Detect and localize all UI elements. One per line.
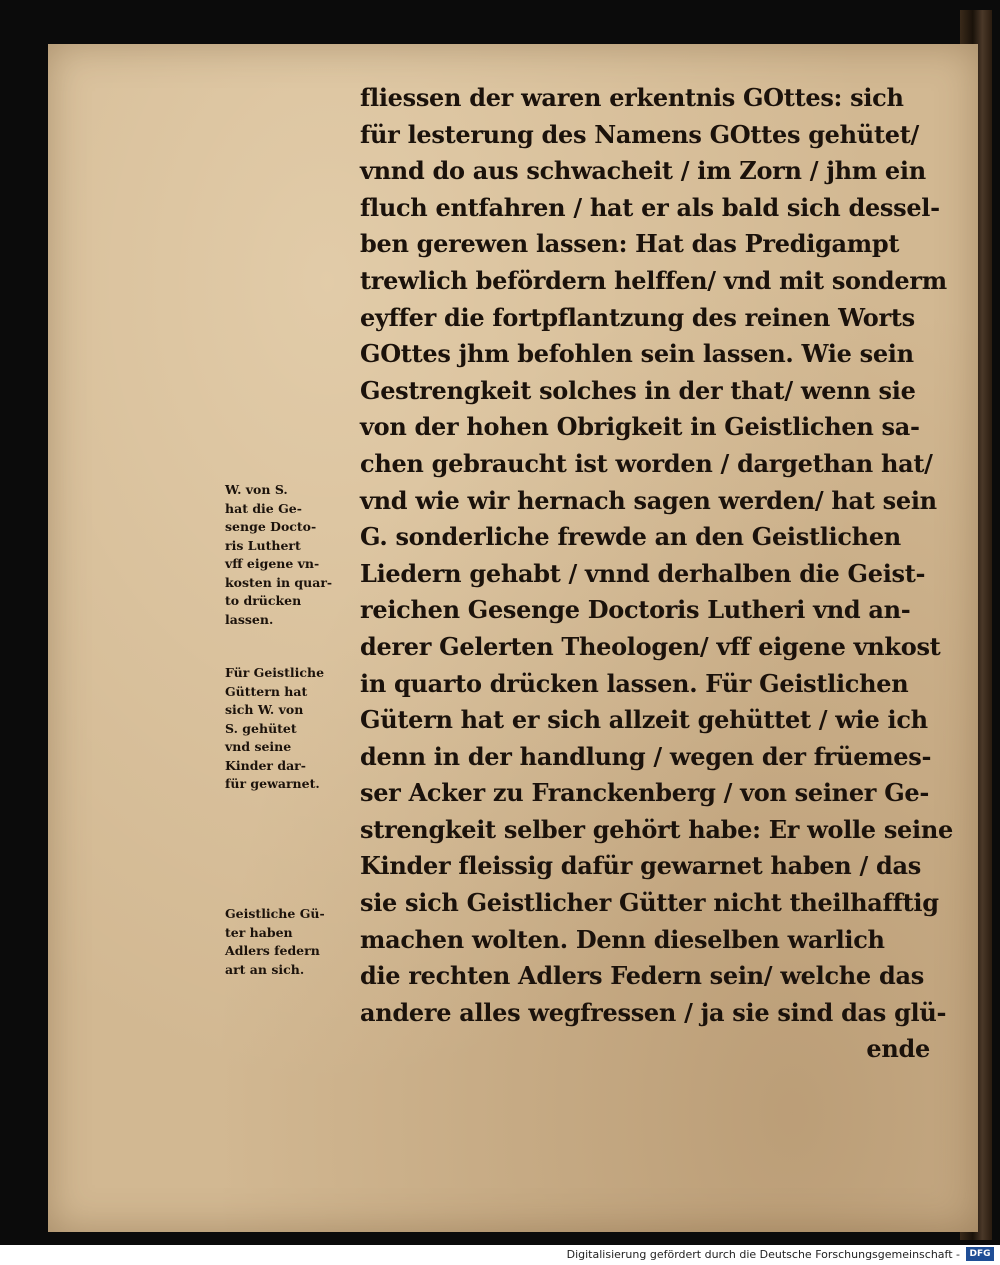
- text-line: vnnd do aus schwacheit / im Zorn / jhm ein: [360, 156, 926, 186]
- footer-bar: [0, 1245, 1000, 1265]
- text-line: sie sich Geistlicher Gütter nicht theilhafftig: [360, 888, 939, 918]
- text-line: G. sonderliche frewde an den Geistlichen: [360, 522, 901, 552]
- margin-note-line: vff eigene vn-: [225, 556, 320, 571]
- funding-credit: Digitalisierung gefördert durch die Deutsche Forschungsgemeinschaft -: [566, 1248, 960, 1261]
- text-line: in quarto drücken lassen. Für Geistlichen: [360, 668, 909, 698]
- text-line: Kinder fleissig dafür gewarnet haben / das: [360, 851, 921, 881]
- margin-note-line: ter haben: [225, 924, 293, 940]
- text-line: chen gebraucht ist worden / dargethan hat/: [360, 448, 933, 478]
- margin-note-line: Geistliche Gü-: [225, 906, 325, 921]
- text-line: die rechten Adlers Federn sein/ welche das: [360, 961, 924, 991]
- text-line: ser Acker zu Franckenberg / von seiner Ge-: [360, 778, 930, 808]
- text-line: machen wolten. Denn dieselben warlich: [360, 924, 885, 954]
- margin-note-line: vnd seine: [225, 739, 292, 754]
- margin-note-line: kosten in quar-: [225, 574, 333, 590]
- text-line: fluch entfahren / hat er als bald sich dessel-: [360, 192, 940, 222]
- catchword: ende: [866, 1034, 930, 1064]
- text-line: andere alles wegfressen / ja sie sind das glü-: [360, 997, 947, 1027]
- main-text-column: [360, 80, 953, 1068]
- text-line: trewlich befördern helffen/ vnd mit sonderm: [360, 265, 947, 295]
- text-line: ben gerewen lassen: Hat das Predigampt: [360, 229, 900, 259]
- text-line: von der hohen Obrigkeit in Geistlichen sa-: [360, 412, 920, 442]
- margin-note-line: to drücken: [225, 593, 302, 608]
- margin-note-line: Güttern hat: [225, 683, 308, 699]
- text-line: fliessen der waren erkentnis GOttes: sich: [360, 83, 904, 112]
- margin-note-geistliche-guetter: [225, 664, 375, 794]
- text-line: Gestrengkeit solches in der that/ wenn sie: [360, 375, 916, 405]
- margin-note-adlers-federn: [225, 905, 375, 979]
- margin-note-line: W. von S.: [225, 482, 288, 497]
- text-line: Liedern gehabt / vnnd derhalben die Geist-: [360, 558, 926, 588]
- margin-note-line: Für Geistliche: [225, 665, 325, 680]
- margin-note-line: S. gehütet: [225, 720, 297, 736]
- text-line: eyffer die fortpflantzung des reinen Worts: [360, 302, 915, 332]
- margin-note-line: hat die Ge-: [225, 500, 302, 516]
- text-line: GOttes jhm befohlen sein lassen. Wie sein: [360, 339, 914, 369]
- text-line: für lesterung des Namens GOttes gehütet/: [360, 119, 919, 149]
- margin-note-line: lassen.: [225, 611, 274, 627]
- text-line: derer Gelerten Theologen/ vff eigene vnkost: [360, 631, 941, 661]
- text-line: denn in der handlung / wegen der früemes-: [360, 741, 932, 771]
- margin-note-line: für gewarnet.: [225, 776, 320, 791]
- margin-note-line: art an sich.: [225, 961, 305, 977]
- margin-note-line: sich W. von: [225, 702, 304, 717]
- margin-note-line: Kinder dar-: [225, 757, 306, 773]
- text-line: strengkeit selber gehört habe: Er wolle seine: [360, 814, 953, 844]
- text-line: Gütern hat er sich allzeit gehüttet / wie ich: [360, 705, 928, 735]
- margin-note-line: senge Docto-: [225, 519, 317, 534]
- text-line: reichen Gesenge Doctoris Lutheri vnd an-: [360, 595, 911, 625]
- dfg-logo-icon: DFG: [966, 1247, 994, 1261]
- margin-note-line: Adlers federn: [225, 943, 320, 958]
- text-line: vnd wie wir hernach sagen werden/ hat sein: [360, 485, 937, 515]
- margin-note-line: ris Luthert: [225, 537, 301, 553]
- margin-note-lutheri-gesenge: [225, 481, 375, 629]
